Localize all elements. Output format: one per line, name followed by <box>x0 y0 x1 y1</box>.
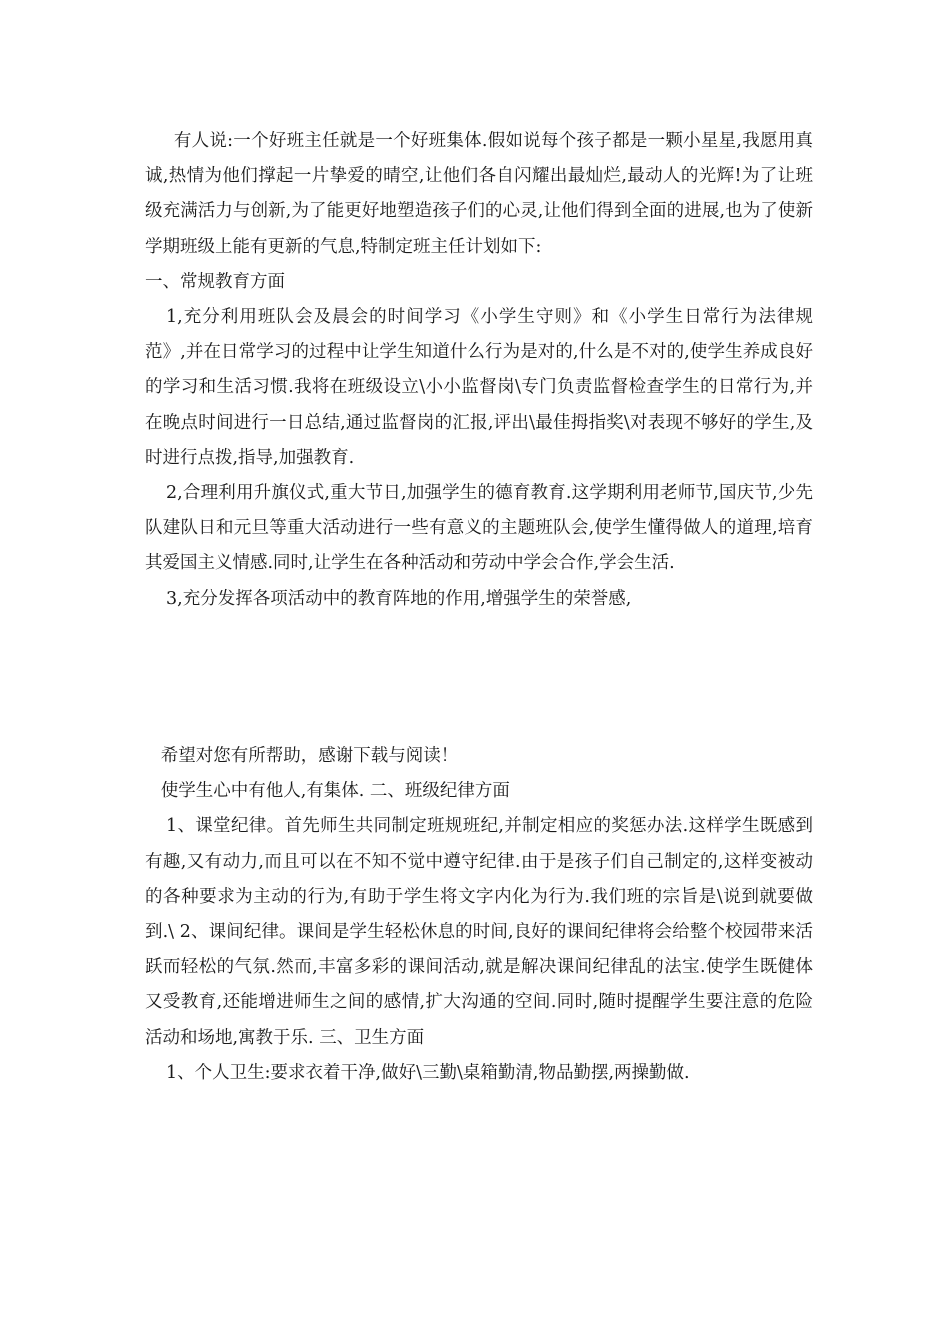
heading-routine-education: 一、常规教育方面 <box>145 271 285 292</box>
section-class-plan <box>145 124 813 617</box>
intro-paragraph: 有人说:一个好班主任就是一个好班集体.假如说每个孩子都是一颗小星星,我愿用真诚,热情为他们撑起一片挚爱的晴空,让他们各自闪耀出最灿烂,最动人的光辉!为了让班级充满活力与创新,为了能更好地塑造孩子们的心灵,让他们得到全面的进展,也为了使新学期班级上能有更新的气息,特制定班主任计划如下: <box>145 131 813 257</box>
routine-item-1: 1,充分利用班队会及晨会的时间学习《小学生守则》和《小学生日常行为法律规范》,并在日常学习的过程中让学生知道什么行为是对的,什么是不对的,使学生养成良好的学习和生活习惯.我将在班级设立\小小监督岗\专门负责监督检查学生的日常行为,并在晚点时间进行一日总结,通过监督岗的汇报,评出\最佳拇指奖\对表现不够好的学生,及时进行点拨,指导,加强教育. <box>145 307 813 468</box>
routine-item-2: 2,合理利用升旗仪式,重大节日,加强学生的德育教育.这学期利用老师节,国庆节,少先队建队日和元旦等重大活动进行一些有意义的主题班队会,使学生懂得做人的道理,培育其爱国主义情感.同时,让学生在各种活动和劳动中学会合作,学会生活. <box>145 483 813 574</box>
discipline-paragraph: 1、课堂纪律。首先师生共同制定班规班纪,并制定相应的奖惩办法.这样学生既感到有趣,又有动力,而且可以在不知不觉中遵守纪律.由于是孩子们自己制定的,这样变被动的各种要求为主动的行为,有助于学生将文字内化为行为.我们班的宗旨是\说到就要做到.\ 2、课间纪律。课间是学生轻松休息的时间,良好的课间纪律将会给整个校园带来活跃而轻松的气氛.然而,丰富多彩的课间活动,就是解决课间纪律乱的法宝.使学生既健体又受教育,还能增进师生之间的感情,扩大沟通的空间.同时,随时提醒学生要注意的危险活动和场地,寓教于乐. 三、卫生方面 <box>145 816 813 1048</box>
thanks-note: 希望对您有所帮助，感谢下载与阅读！ <box>160 746 459 766</box>
continuation-line: 使学生心中有他人,有集体. 二、班级纪律方面 <box>160 781 510 802</box>
routine-item-3: 3,充分发挥各项活动中的教育阵地的作用,增强学生的荣誉感, <box>166 588 632 609</box>
section-discipline <box>145 739 813 1091</box>
hygiene-item-1: 1、个人卫生:要求衣着干净,做好\三勤\桌箱勤清,物品勤摆,两操勤做. <box>166 1062 690 1083</box>
